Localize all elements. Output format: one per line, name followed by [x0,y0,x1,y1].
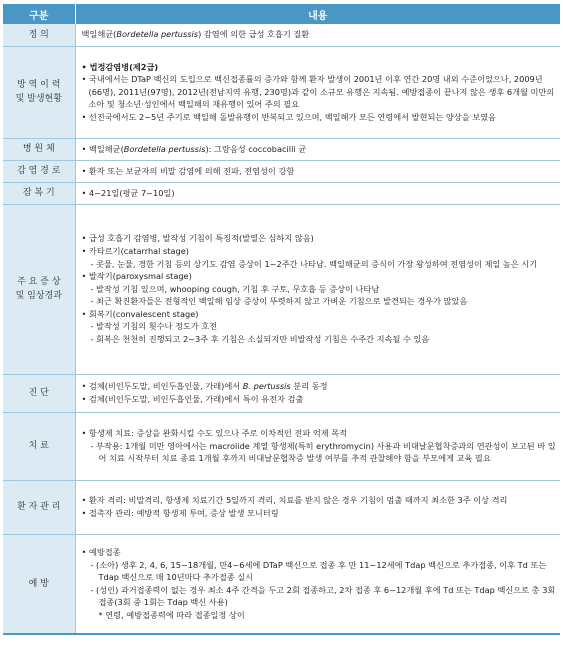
table-row [3,160,560,182]
table-row [3,46,560,138]
row-content-incubation: • 4~21일(평균 7~10일) [75,182,560,204]
table-row [3,138,560,160]
row-content-prevention: • 예방접종 - (소아) 생후 2, 4, 6, 15~18개월, 만4~6세에 DTaP 백신으로 접종 후 만 11~12세에 Tdap 백신으로 추가접종, 이후 Td 또는 Tdap 백신으로 매 10년마다 추가접종 실시 - (성인) 과거접종력이 없는 경우 최소 4주 간격을 두고 2회 접종하고, 2차 접종 후 6~12개월 후에 Td 또는 Tdap 백신으로 총 3회 접종(3회 중 1회는 Tdap 백신 사용) * 연령, 예방접종력에 따라 접종일정 상이 [75,534,560,634]
header-category: 구분 [3,4,75,24]
row-label-treatment: 치 료 [3,412,75,480]
row-content-symptoms: • 급성 호흡기 감염병, 발작성 기침이 특징적(발열은 심하지 않음) • 카타르기(catarrhal stage) - 콧물, 눈물, 경한 기침 등의 상기도 감염 증상이 1~2주간 나타남. 백일해균의 증식이 가장 왕성하여 전염성이 제일 높은 시기 • 발작기(paroxysmal stage) - 발작성 기침 있으며, whooping cough, 기침 후 구토, 무호흡 등 증상이 나타남 - 최근 확진환자들은 전형적인 백일해 임상 증상이 뚜렷하지 않고 가벼운 기침으로 발견되는 경우가 많았음 • 회복기(convalescent stage) - 발작성 기침의 횟수나 정도가 호전 - 회복은 천천히 진행되고 2~3주 후 기침은 소실되지만 비발작성 기침은 수주간 지속될 수 있음 [75,204,560,374]
table-row [3,182,560,204]
row-label-diagnosis: 진 단 [3,374,75,412]
row-content-diagnosis: • 검체(비인두도말, 비인두흡인물, 가래)에서 B. pertussis 분리 동정 • 검체(비인두도말, 비인두흡인물, 가래)에서 특이 유전자 검출 [75,374,560,412]
table-row [3,412,560,480]
row-label-definition: 정 의 [3,24,75,46]
row-label-incubation: 잠 복 기 [3,182,75,204]
row-content-route: • 환자 또는 보균자의 비말 감염에 의해 전파, 전염성이 강함 [75,160,560,182]
pertussis-summary-table [3,4,560,635]
row-label-route: 감 염 경 로 [3,160,75,182]
table-row [3,534,560,634]
row-content-management: • 환자 격리: 비말격리, 항생제 치료기간 5일까지 격리, 치료를 받지 않은 경우 기침이 멈출 때까지 최소한 3주 이상 격리 • 접촉자 관리: 예방적 항생제 투여, 증상 발생 모니터링 [75,480,560,534]
table-row [3,374,560,412]
row-label-symptoms: 주 요 증 상 및 임상경과 [3,204,75,374]
row-content-history: • 법정감염병(제2급) • 국내에서는 DTaP 백신의 도입으로 백신접종률의 증가와 함께 환자 발생이 2001년 이후 연간 20명 내외 수준이었으나, 2009년(66명), 2011년(97명), 2012년(전남지역 유행, 230명)과 같이 소규모 유행은 지속됨. 예방접종이 끝나지 않은 생후 6개월 미만의 소아 및 청소년·성인에서 백일해의 재유행이 있어 주의 필요 • 선진국에서도 2~5년 주기로 백일해 돌발유행이 반복되고 있으며, 백일해가 모든 연령에서 발현되는 양상을 보였음 [75,46,560,138]
table-row [3,204,560,374]
row-content-treatment: • 항생제 치료: 증상을 완화시킬 수도 있으나 주로 이차적인 전파 억제 목적 - 부작용: 1개월 미만 영아에서는 macrolide 계열 항생제(특히 erythromycin) 사용과 비대날문협착증과의 연관성이 보고된 바 있어 치료 시작부터 치료 종료 1개월 후까지 비대날문협착증 발생 여부를 추적 관찰해야 함을 부모에게 교육 필요 [75,412,560,480]
table-row [3,480,560,534]
row-label-management: 환 자 관 리 [3,480,75,534]
row-label-prevention: 예 방 [3,534,75,634]
row-label-pathogen: 병 원 체 [3,138,75,160]
table-row [3,24,560,46]
header-content: 내용 [75,4,560,24]
row-content-definition: 백일해균(Bordetella pertussis) 감염에 의한 급성 호흡기 질환 [75,24,560,46]
row-content-pathogen: • 백일해균(Bordetella pertussis): 그람음성 coccobacilli 균 [75,138,560,160]
row-label-history: 방 역 이 력 및 발생현황 [3,46,75,138]
table-header-row [3,4,560,24]
